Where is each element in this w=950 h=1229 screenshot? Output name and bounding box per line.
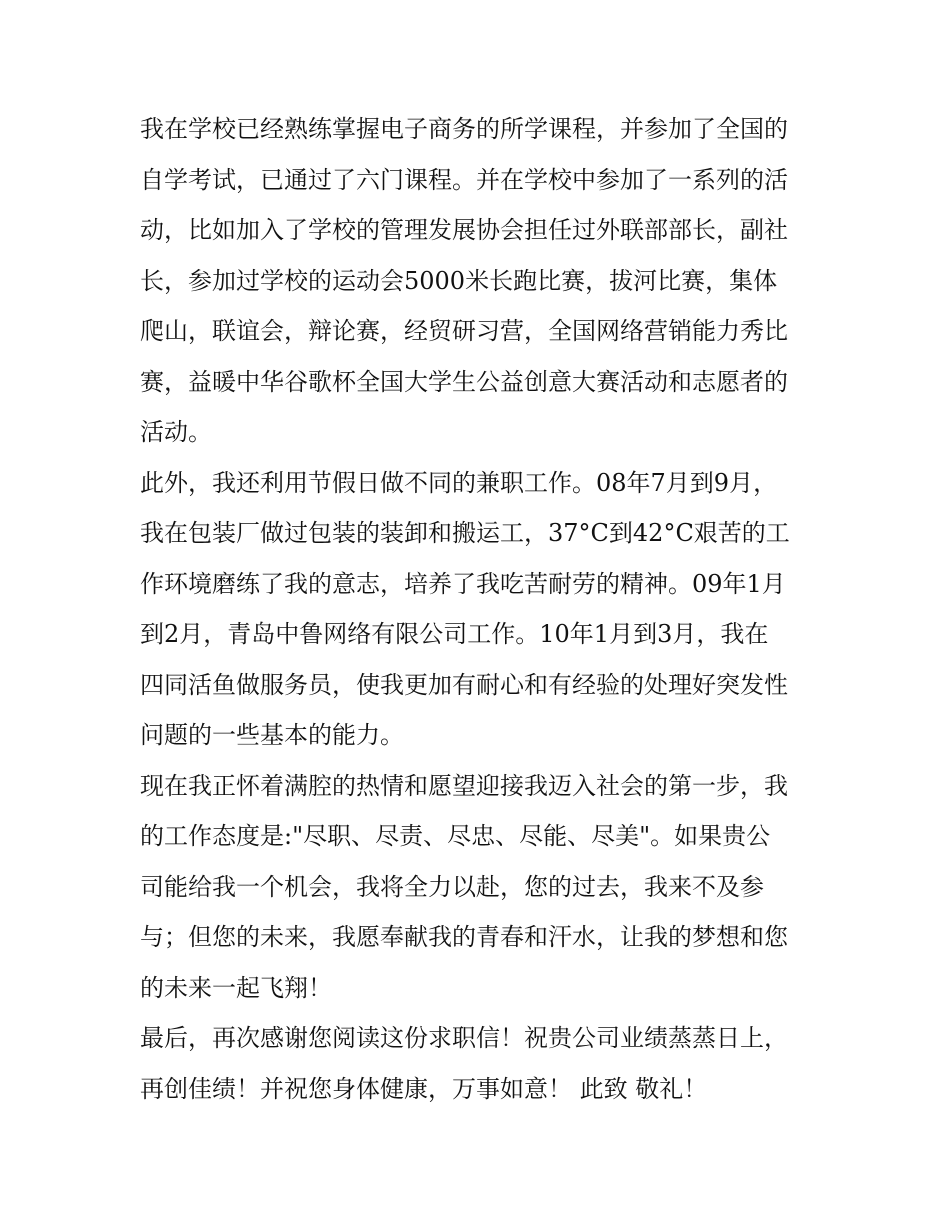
text-line: 到2月，青岛中鲁网络有限公司工作。10年1月到3月，我在 [140, 620, 769, 648]
text-line: 我在包装厂做过包装的装卸和搬运工，37°C到42°C艰苦的工 [140, 519, 790, 547]
text-line: 再创佳绩！并祝您身体健康，万事如意！ 此致 敬礼！ [140, 1074, 708, 1103]
text-line: 四同活鱼做服务员，使我更加有耐心和有经验的处理好突发性 [140, 670, 788, 699]
paragraph-work-attitude [140, 761, 816, 1014]
text-line: 作环境磨练了我的意志，培养了我吃苦耐劳的精神。09年1月 [140, 569, 786, 598]
text-line: 自学考试，已通过了六门课程。并在学校中参加了一系列的活 [140, 165, 788, 194]
text-line: 活动。 [140, 418, 212, 446]
paragraph-closing [140, 1013, 816, 1114]
text-line: 我在学校已经熟练掌握电子商务的所学课程，并参加了全国的 [140, 115, 788, 143]
document-body [140, 104, 816, 1114]
paragraph-activities [140, 104, 816, 458]
text-line: 此外，我还利用节假日做不同的兼职工作。08年7月到9月， [140, 468, 778, 497]
paragraph-part-time-work [140, 458, 816, 761]
text-line: 司能给我一个机会，我将全力以赴，您的过去，我来不及参 [140, 872, 764, 901]
text-line: 最后，再次感谢您阅读这份求职信！祝贵公司业绩蒸蒸日上， [140, 1024, 788, 1052]
text-line: 长，参加过学校的运动会5000米长跑比赛，拔河比赛，集体 [140, 266, 778, 295]
text-line: 现在我正怀着满腔的热情和愿望迎接我迈入社会的第一步，我 [140, 771, 788, 800]
text-line: 赛，益暖中华谷歌杯全国大学生公益创意大赛活动和志愿者的 [140, 367, 788, 396]
text-line: 问题的一些基本的能力。 [140, 721, 404, 749]
text-line: 与；但您的未来，我愿奉献我的青春和汗水，让我的梦想和您 [140, 923, 788, 951]
text-line: 动，比如加入了学校的管理发展协会担任过外联部部长，副社 [140, 216, 788, 244]
text-line: 爬山，联谊会，辩论赛，经贸研习营，全国网络营销能力秀比 [140, 317, 788, 345]
text-line: 的工作态度是:"尽职、尽责、尽忠、尽能、尽美"。如果贵公 [140, 822, 771, 850]
text-line: 的未来一起飞翔！ [140, 973, 332, 1002]
